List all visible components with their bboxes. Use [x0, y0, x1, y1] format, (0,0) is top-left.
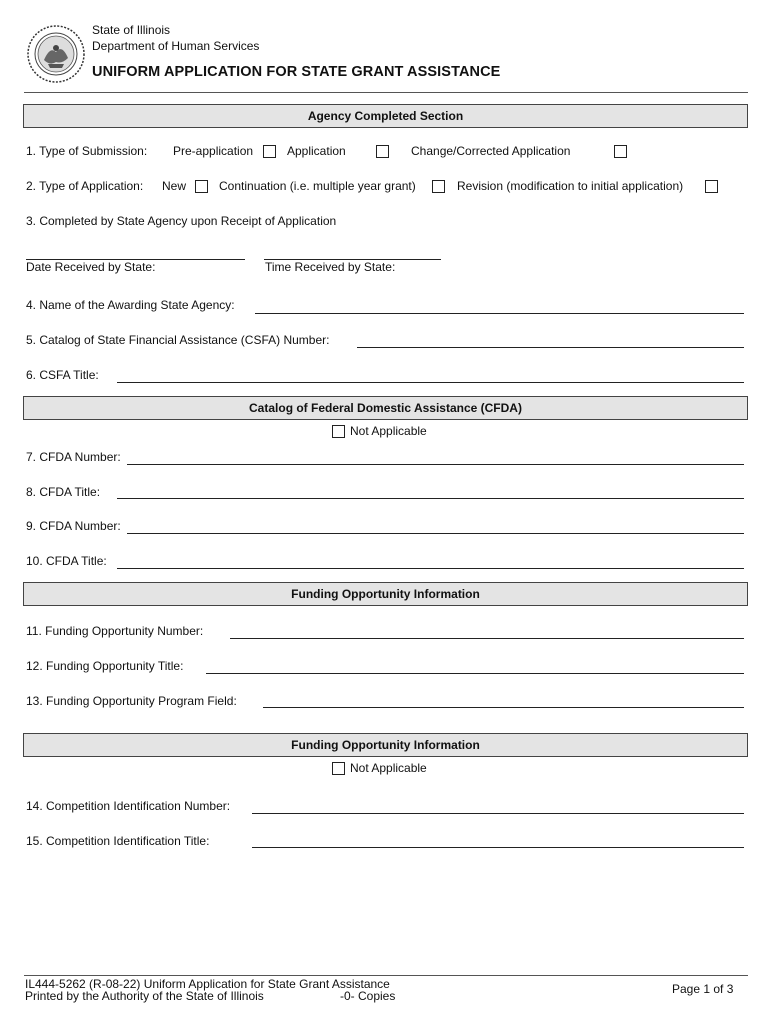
q9-label: 9. CFDA Number:	[26, 519, 121, 533]
q13-label: 13. Funding Opportunity Program Field:	[26, 694, 237, 708]
page-title: UNIFORM APPLICATION FOR STATE GRANT ASSISTANCE	[92, 64, 501, 80]
state-name: State of Illinois	[92, 23, 171, 37]
q1-label: 1. Type of Submission:	[26, 144, 148, 158]
checkbox-continuation[interactable]	[432, 180, 445, 193]
section-funding-header-1: Funding Opportunity Information	[23, 582, 748, 606]
checkbox-cfda-not-applicable[interactable]	[332, 425, 345, 438]
option-change-label: Change/Corrected Application	[411, 144, 571, 158]
checkbox-change-corrected[interactable]	[614, 145, 627, 158]
competition-not-applicable-label: Not Applicable	[350, 761, 427, 775]
form-id: IL444-5262 (R-08-22) Uniform Application for State Grant Assistance	[25, 977, 390, 991]
q5-label: 5. Catalog of State Financial Assistance (CSFA) Number:	[26, 333, 330, 347]
option-continuation-label: Continuation (i.e. multiple year grant)	[219, 179, 416, 193]
option-preapplication-label: Pre-application	[173, 144, 254, 158]
cfda-number-field-1[interactable]	[127, 464, 744, 465]
q3-label: 3. Completed by State Agency upon Receipt of Application	[26, 214, 337, 228]
copies: -0- Copies	[340, 989, 396, 1003]
cfda-number-field-2[interactable]	[127, 533, 744, 534]
q14-label: 14. Competition Identification Number:	[26, 799, 231, 813]
printed-by: Printed by the Authority of the State of Illinois	[25, 989, 264, 1003]
q7-label: 7. CFDA Number:	[26, 450, 121, 464]
section-funding-header-2: Funding Opportunity Information	[23, 733, 748, 757]
state-seal-icon	[26, 24, 86, 84]
csfa-number-field[interactable]	[357, 347, 744, 348]
q8-label: 8. CFDA Title:	[26, 485, 101, 499]
competition-id-number-field[interactable]	[252, 813, 744, 814]
header-divider	[24, 92, 748, 93]
competition-id-title-field[interactable]	[252, 847, 744, 848]
department-name: Department of Human Services	[92, 39, 260, 53]
cfda-title-field-1[interactable]	[117, 498, 744, 499]
section-cfda-header: Catalog of Federal Domestic Assistance (CFDA)	[23, 396, 748, 420]
cfda-title-field-2[interactable]	[117, 568, 744, 569]
q6-label: 6. CSFA Title:	[26, 368, 99, 382]
awarding-agency-field[interactable]	[255, 313, 744, 314]
option-application-label: Application	[287, 144, 346, 158]
q10-label: 10. CFDA Title:	[26, 554, 107, 568]
funding-opportunity-number-field[interactable]	[230, 638, 744, 639]
q12-label: 12. Funding Opportunity Title:	[26, 659, 184, 673]
cfda-not-applicable-label: Not Applicable	[350, 424, 427, 438]
q11-label: 11. Funding Opportunity Number:	[26, 624, 204, 638]
checkbox-competition-not-applicable[interactable]	[332, 762, 345, 775]
funding-opportunity-title-field[interactable]	[206, 673, 744, 674]
date-received-label: Date Received by State:	[26, 260, 156, 274]
q4-label: 4. Name of the Awarding State Agency:	[26, 298, 235, 312]
checkbox-preapplication[interactable]	[263, 145, 276, 158]
footer-divider	[24, 975, 748, 976]
funding-program-field[interactable]	[263, 707, 744, 708]
time-received-label: Time Received by State:	[265, 260, 396, 274]
checkbox-revision[interactable]	[705, 180, 718, 193]
q2-label: 2. Type of Application:	[26, 179, 144, 193]
page-number: Page 1 of 3	[672, 982, 734, 996]
checkbox-application[interactable]	[376, 145, 389, 158]
section-agency-header: Agency Completed Section	[23, 104, 748, 128]
csfa-title-field[interactable]	[117, 382, 744, 383]
option-new-label: New	[162, 179, 187, 193]
option-revision-label: Revision (modification to initial application)	[457, 179, 684, 193]
q15-label: 15. Competition Identification Title:	[26, 834, 210, 848]
checkbox-new[interactable]	[195, 180, 208, 193]
